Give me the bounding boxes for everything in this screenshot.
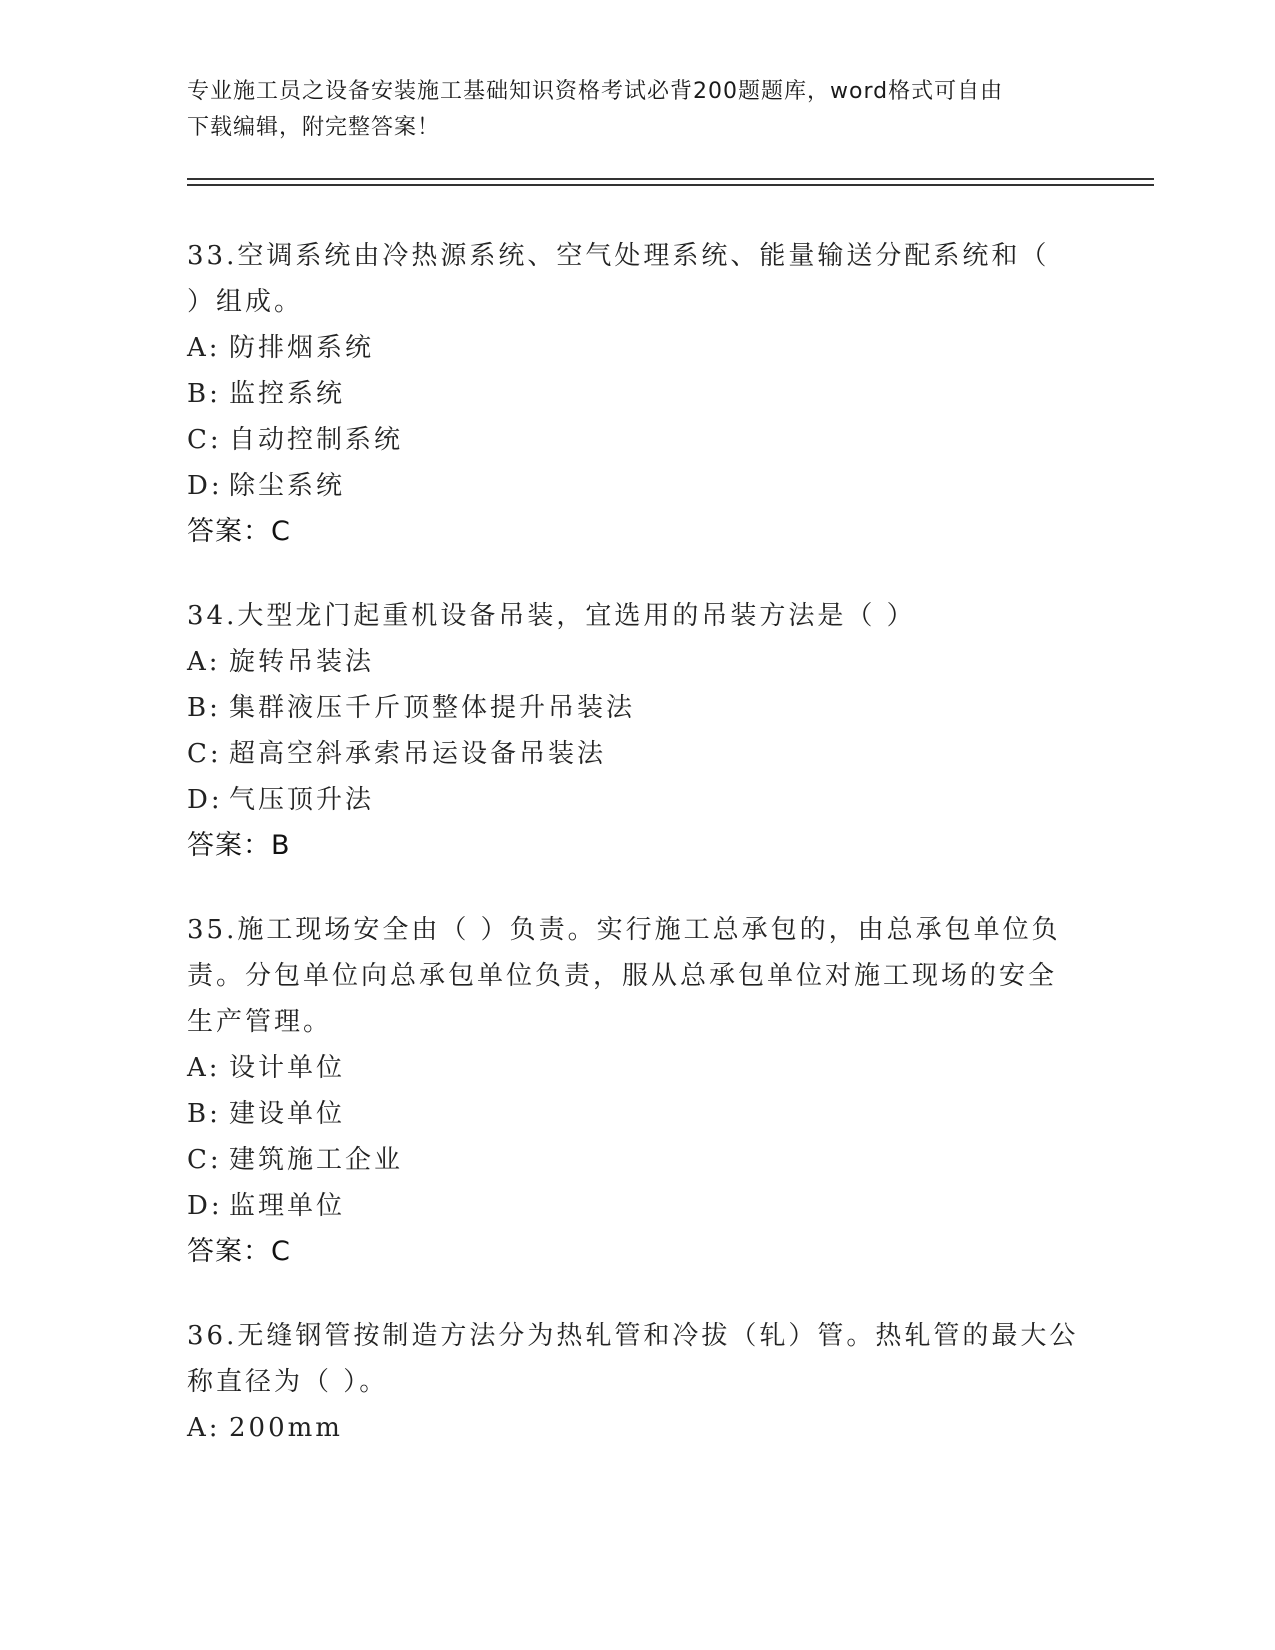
option-b	[187, 685, 1087, 731]
option-text: 旋转吊装法	[229, 647, 375, 677]
option-letter: A:	[187, 647, 221, 677]
question-34	[187, 593, 1087, 869]
option-letter: D:	[187, 785, 223, 815]
answer-line: 答案：B	[187, 830, 291, 861]
answer-line: 答案：C	[187, 1236, 291, 1267]
header-divider-top	[187, 178, 1154, 180]
question-text-line: 33.空调系统由冷热源系统、空气处理系统、能量输送分配系统和（	[187, 241, 1050, 271]
question-35	[187, 907, 1087, 1275]
option-letter: A:	[187, 333, 221, 363]
option-d	[187, 1183, 1087, 1229]
option-text: 自动控制系统	[229, 425, 404, 455]
option-text: 监理单位	[229, 1191, 346, 1221]
option-text: 监控系统	[229, 379, 346, 409]
option-b	[187, 1091, 1087, 1137]
question-text-line: 称直径为（ ）。	[187, 1367, 389, 1397]
option-text: 除尘系统	[229, 471, 346, 501]
document-header	[187, 74, 1077, 146]
header-line-2: 下载编辑，附完整答案！	[187, 115, 441, 140]
option-letter: B:	[187, 379, 221, 409]
option-letter: A:	[187, 1053, 221, 1083]
option-text: 防排烟系统	[229, 333, 375, 363]
option-text: 200mm	[229, 1413, 343, 1443]
question-list	[187, 233, 1087, 1489]
option-a	[187, 1045, 1087, 1091]
question-text-line: 36.无缝钢管按制造方法分为热轧管和冷拔（轧）管。热轧管的最大公	[187, 1321, 1079, 1351]
option-d	[187, 463, 1087, 509]
question-text-line: 生产管理。	[187, 1007, 333, 1037]
question-text-line: 35.施工现场安全由（ ）负责。实行施工总承包的，由总承包单位负	[187, 915, 1061, 945]
option-a	[187, 639, 1087, 685]
option-letter: B:	[187, 693, 221, 723]
option-text: 气压顶升法	[229, 785, 375, 815]
option-letter: B:	[187, 1099, 221, 1129]
option-text: 建筑施工企业	[229, 1145, 404, 1175]
option-letter: C:	[187, 1145, 222, 1175]
question-text	[187, 233, 1087, 325]
question-36	[187, 1313, 1087, 1451]
answer-line: 答案：C	[187, 516, 291, 547]
option-a	[187, 1405, 1087, 1451]
question-text-line: 责。分包单位向总承包单位负责，服从总承包单位对施工现场的安全	[187, 961, 1058, 991]
option-letter: C:	[187, 425, 222, 455]
option-text: 超高空斜承索吊运设备吊装法	[229, 739, 607, 769]
question-text-line: ）组成。	[187, 287, 304, 317]
option-c	[187, 1137, 1087, 1183]
option-c	[187, 417, 1087, 463]
option-letter: A:	[187, 1413, 221, 1443]
option-text: 设计单位	[229, 1053, 346, 1083]
question-text	[187, 1313, 1087, 1405]
question-text-line: 34.大型龙门起重机设备吊装，宜选用的吊装方法是（ ）	[187, 601, 916, 631]
header-line-1: 专业施工员之设备安装施工基础知识资格考试必背200题题库，word格式可自由	[187, 79, 1004, 104]
option-text: 建设单位	[229, 1099, 346, 1129]
option-a	[187, 325, 1087, 371]
option-d	[187, 777, 1087, 823]
question-33	[187, 233, 1087, 555]
option-c	[187, 731, 1087, 777]
option-text: 集群液压千斤顶整体提升吊装法	[229, 693, 636, 723]
header-divider-bottom	[187, 184, 1154, 186]
option-letter: D:	[187, 471, 223, 501]
option-letter: D:	[187, 1191, 223, 1221]
option-letter: C:	[187, 739, 222, 769]
option-b	[187, 371, 1087, 417]
question-text	[187, 907, 1087, 1045]
question-text	[187, 593, 1087, 639]
